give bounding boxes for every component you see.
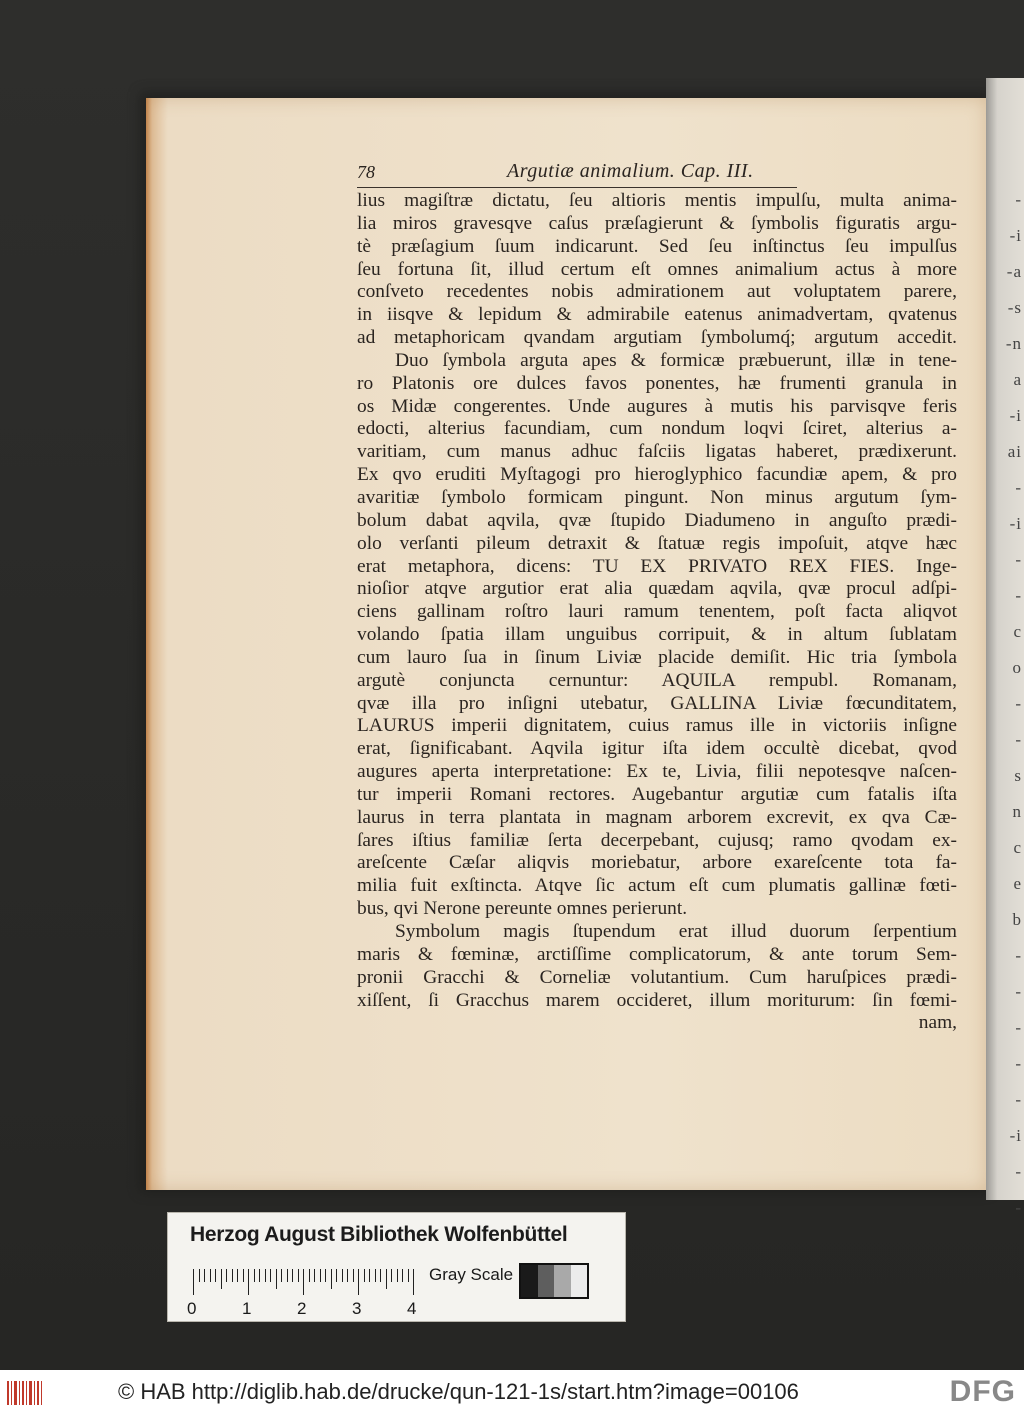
text-line: argutè conjuncta cernuntur: AQUILA rempubl. Romanam, <box>357 669 957 691</box>
text-line: nioſior atqve argutior erat alia quædam aqvila, qvæ procul adſpi- <box>357 578 957 600</box>
gray-swatch <box>538 1265 555 1297</box>
color-reference-card <box>167 1212 626 1322</box>
ruler-tick <box>226 1269 227 1282</box>
edge-glyph: s <box>1014 766 1022 785</box>
ruler-number: 3 <box>352 1299 362 1318</box>
ruler-tick <box>248 1269 249 1295</box>
text-line: lius magiſtræ dictatu, ſeu altioris mentis impulſu, multa anima- <box>357 190 957 211</box>
edge-glyph: - <box>1015 190 1022 209</box>
ruler-tick <box>215 1269 216 1282</box>
text-line: varitiam, cum manus adhuc faſciis ligatas haberet, prædixerunt. <box>357 441 957 463</box>
ruler-tick <box>298 1269 299 1282</box>
ruler-tick <box>358 1269 359 1295</box>
edge-glyph: c <box>1013 838 1022 857</box>
edge-glyph: - <box>1015 1054 1022 1073</box>
ruler-tick <box>270 1269 271 1282</box>
ruler-tick <box>386 1269 387 1289</box>
text-line: ad metaphoricam qvandam argutiam ſymbolumq́; argutum accedit. <box>357 327 957 349</box>
ruler-tick <box>320 1269 321 1282</box>
edge-glyph: - <box>1015 586 1022 605</box>
text-line: Ex qvo eruditi Myſtagogi pro hieroglyphico facundiæ apem, & pro <box>357 464 957 486</box>
text-line: lia miros gravesqve caſus præſagierunt & ſymbolis figuratis argu- <box>357 212 957 234</box>
page-number: 78 <box>357 162 375 182</box>
edge-glyph: -a <box>1006 262 1022 281</box>
edge-glyph: -s <box>1007 298 1022 317</box>
gray-scale-label: Gray Scale <box>429 1265 514 1284</box>
barcode-icon <box>6 1378 44 1408</box>
ruler-tick <box>237 1269 238 1282</box>
ruler-tick <box>193 1269 194 1295</box>
ruler-number: 1 <box>242 1299 252 1318</box>
edge-glyph: - <box>1015 946 1022 965</box>
ruler-tick <box>375 1269 376 1282</box>
text-line: bus, qvi Nerone pereunte omnes perierunt. <box>357 898 688 920</box>
edge-glyph: -i <box>1009 514 1022 533</box>
ruler-tick <box>303 1269 304 1295</box>
edge-glyph: b <box>1012 910 1022 929</box>
copyright-link[interactable]: © HAB http://diglib.hab.de/drucke/qun-121-1s/start.htm?image=00106 <box>118 1379 799 1404</box>
text-line: areſcente Cæſar aliqvis moriebatur, arbore exareſcente tota fa- <box>357 852 957 874</box>
edge-glyph: - <box>1015 550 1022 569</box>
text-line: avaritiæ ſymbolo formicam pingunt. Non minus argutum ſym- <box>357 486 957 508</box>
text-line: LAURUS imperii dignitatem, cuius ramus ille in victoriis inſigne <box>357 715 957 737</box>
text-line: ciens gallinam roſtro lauri ramum tenentem, poſt facta aliqvot <box>357 601 957 623</box>
ruler-number: 2 <box>297 1299 307 1318</box>
text-line: cum lauro ſua in ſinum Liviæ placide demiſit. Hic tria ſymbola <box>357 646 957 668</box>
ruler-tick <box>265 1269 266 1282</box>
text-line: conſveto recedentes nobis admirationem aut voluptatem parere, <box>357 281 957 303</box>
dfg-logo: DFG <box>949 1375 1016 1408</box>
edge-glyph: - <box>1015 694 1022 713</box>
ruler-tick <box>402 1269 403 1282</box>
gray-swatch <box>521 1265 538 1297</box>
text-line: tè præſagium ſuum indicarunt. Sed ſeu inſtinctus ſeu impulſus <box>357 235 957 257</box>
text-line: ſeu fortuna ſit, illud certum eſt omnes animalium actus à more <box>357 258 957 280</box>
edge-glyph: - <box>1015 1018 1022 1037</box>
ruler-tick <box>380 1269 381 1282</box>
ruler-tick <box>204 1269 205 1282</box>
text-line: erat metaphora, dicens: TU EX PRIVATO REX FIES. Inge- <box>357 555 957 577</box>
ruler-tick <box>413 1269 414 1295</box>
text-line: qvæ illa pro inſigni utebatur, GALLINA Liviæ fœcunditatem, <box>357 692 957 714</box>
ruler-tick <box>331 1269 332 1289</box>
edge-glyph: - <box>1015 1162 1022 1181</box>
text-line: volando ſpatia illam unguibus corripuit, & in altum ſublatam <box>357 624 957 646</box>
edge-glyph: - <box>1015 1198 1022 1217</box>
text-line: olo verſanti pileum detraxit & ſtatuæ regis impoſuit, atqve hæc <box>357 532 957 554</box>
text-line: bolum dabat aqvila, qvæ ſtupido Diadumeno in anguſto prædi- <box>357 509 957 531</box>
ruler-number: 4 <box>407 1299 417 1318</box>
footer-bar <box>0 1370 1024 1416</box>
edge-glyph: n <box>1012 802 1022 821</box>
edge-glyph: -n <box>1005 334 1022 353</box>
centimeter-ruler <box>193 1269 413 1295</box>
gray-swatch <box>571 1265 588 1297</box>
text-line: laurus in terra plantata in magnam arborem excrevit, ex qva Cæ- <box>357 806 957 828</box>
text-line: milia fuit exſtincta. Atqve ſic actum eſt cum plumatis gallinæ fœti- <box>357 875 957 897</box>
edge-glyph: e <box>1013 874 1022 893</box>
ruler-tick <box>369 1269 370 1282</box>
edge-glyph: - <box>1015 982 1022 1001</box>
ruler-tick <box>336 1269 337 1282</box>
edge-glyph: o <box>1012 658 1022 677</box>
ruler-tick <box>347 1269 348 1282</box>
ruler-tick <box>314 1269 315 1282</box>
ruler-tick <box>276 1269 277 1289</box>
text-line: os Midæ congerentes. Unde augures à mutis his parvisqve feris <box>357 395 957 417</box>
ruler-tick <box>353 1269 354 1282</box>
header-rule <box>357 187 797 188</box>
edge-glyph: a <box>1013 370 1022 389</box>
ruler-tick <box>287 1269 288 1282</box>
text-line: in iisqve & lepidum & admirabile eatenus animadvertam, qvatenus <box>357 304 957 326</box>
ruler-tick <box>391 1269 392 1282</box>
ruler-tick <box>221 1269 222 1289</box>
edge-glyph: - <box>1015 1090 1022 1109</box>
edge-glyph: - <box>1015 478 1022 497</box>
edge-glyph: ai <box>1007 442 1022 461</box>
ruler-tick <box>210 1269 211 1282</box>
ruler-tick <box>254 1269 255 1282</box>
text-line: edocti, alterius facundiam, cum nondum loqvi ſciret, alterius a- <box>357 418 957 440</box>
ruler-tick <box>408 1269 409 1282</box>
ruler-tick <box>309 1269 310 1282</box>
gray-scale-swatch <box>519 1263 589 1299</box>
body-text <box>357 190 957 1035</box>
edge-glyph: - <box>1015 730 1022 749</box>
text-line: Duo ſymbola arguta apes & formicæ præbuerunt, illæ in tene- <box>395 349 957 371</box>
ruler-tick <box>364 1269 365 1282</box>
ruler-tick <box>243 1269 244 1282</box>
ruler-tick <box>281 1269 282 1282</box>
ruler-tick <box>325 1269 326 1282</box>
ruler-tick <box>259 1269 260 1282</box>
text-line: augures aperta interpretatione: Ex te, Livia, filii nepotesqve naſcen- <box>357 761 957 783</box>
ruler-number: 0 <box>187 1299 197 1318</box>
text-line: xiſſent, ſi Gracchus marem occideret, illum moriturum: ſin fœmi- <box>357 989 957 1011</box>
text-line: ſares iſtius familiæ ſerta decerpebant, cujusq; ramo qvodam ex- <box>357 829 957 851</box>
ruler-tick <box>232 1269 233 1282</box>
text-line: erat, ſignificabant. Aqvila igitur iſta idem occultè dicebat, qvod <box>357 738 957 760</box>
gray-swatch <box>554 1265 571 1297</box>
edge-glyph: -i <box>1009 1126 1022 1145</box>
ruler-tick <box>199 1269 200 1282</box>
edge-glyph: -i <box>1009 406 1022 425</box>
card-title: Herzog August Bibliothek Wolfenbüttel <box>190 1223 568 1246</box>
text-line: tur imperii Romani rectores. Augebantur argutiæ cum fatalis iſta <box>357 783 957 805</box>
ruler-tick <box>292 1269 293 1282</box>
next-page-edge <box>986 78 1024 1217</box>
edge-glyph: -i <box>1009 226 1022 245</box>
ruler-tick <box>397 1269 398 1282</box>
text-line: Symbolum magis ſtupendum erat illud duorum ſerpentium <box>395 921 957 942</box>
text-line: nam, <box>918 1012 957 1034</box>
text-line: pronii Gracchi & Corneliæ volutantium. Cum haruſpices prædi- <box>357 966 957 988</box>
text-line: maris & fœminæ, arctiſſime complicatorum, & ante torum Sem- <box>357 943 957 965</box>
edge-glyph: c <box>1013 622 1022 641</box>
text-line: ro Platonis ore dulces favos ponentes, hæ frumenti granula in <box>357 372 957 394</box>
ruler-tick <box>342 1269 343 1282</box>
running-title: Argutiæ animalium. Cap. III. <box>507 160 754 182</box>
running-head <box>357 158 797 188</box>
